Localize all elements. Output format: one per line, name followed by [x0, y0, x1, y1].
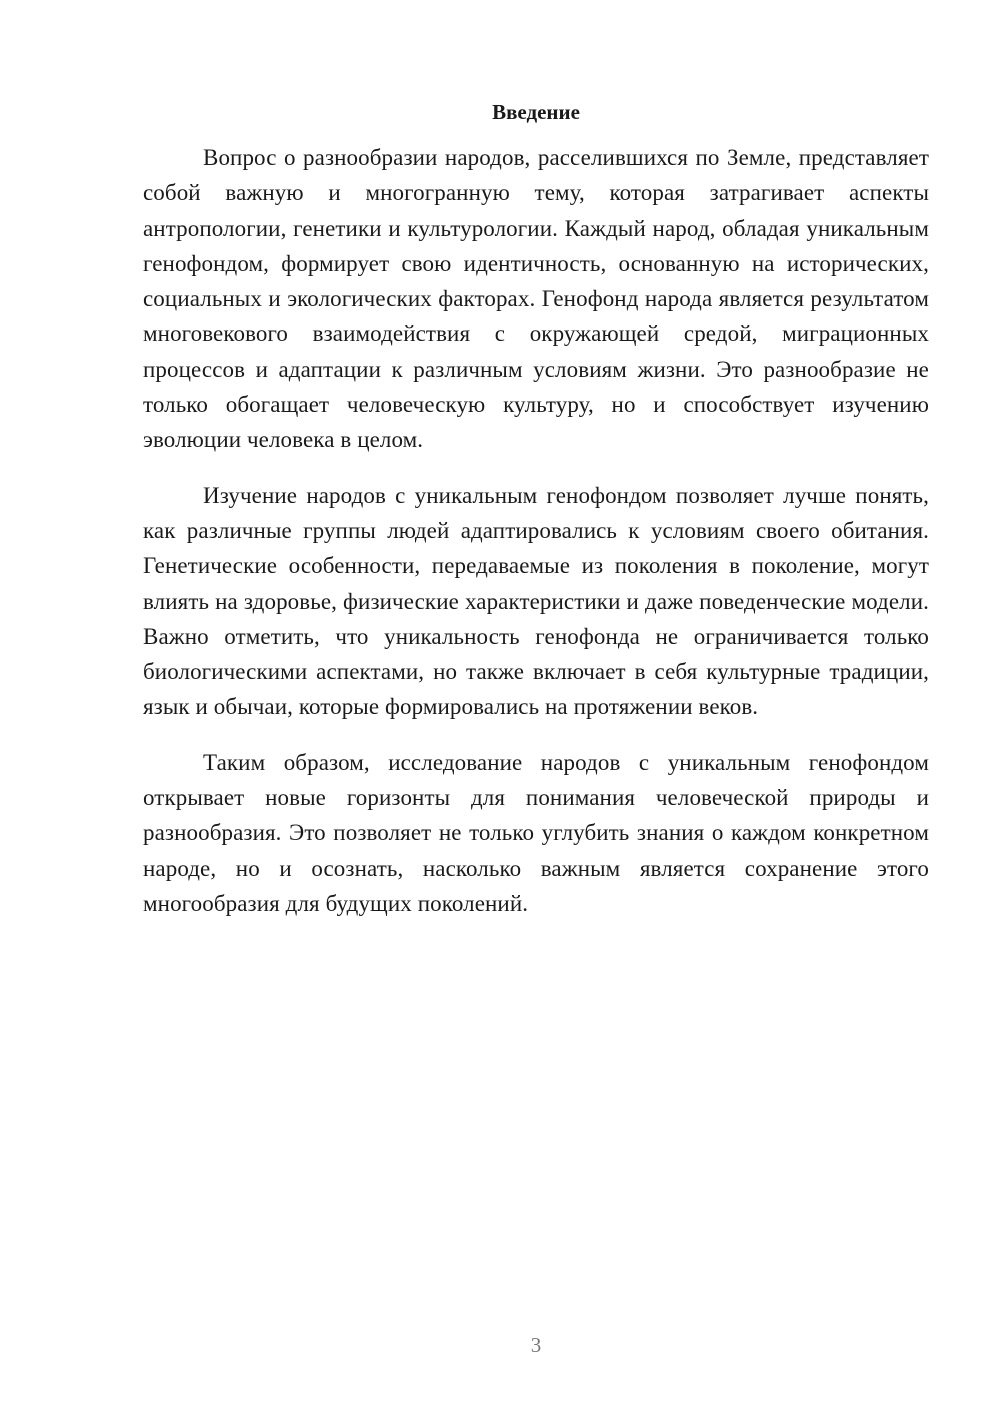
page-content — [143, 95, 929, 941]
page-number: 3 — [530, 1333, 542, 1357]
paragraph-1: Вопрос о разнообразии народов, расселившихся по Земле, представляет собой важную и многогранную тему, которая затрагивает аспекты антропологии, генетики и культурологии. Каждый народ, обладая уникальным генофондом, формирует свою идентичность, основанную на исторических, социальных и экологических факторах. Генофонд народа является результатом многовекового взаимодействия с окружающей средой, миграционных процессов и адаптации к различным условиям жизни. Это разнообразие не только обогащает человеческую культуру, но и способствует изучению эволюции человека в целом. — [143, 145, 929, 453]
section-heading: Введение — [492, 100, 580, 124]
paragraph-3: Таким образом, исследование народов с уникальным генофондом открывает новые горизонты для понимания человеческой природы и разнообразия. Это позволяет не только углубить знания о каждом конкретном народе, но и осознать, насколько важным является сохранение этого многообразия для будущих поколений. — [143, 749, 929, 916]
paragraph-2: Изучение народов с уникальным генофондом позволяет лучше понять, как различные группы людей адаптировались к условиям своего обитания. Генетические особенности, передаваемые из поколения в поколение, могут влиять на здоровье, физические характеристики и даже поведенческие модели. Важно отметить, что уникальность генофонда не ограничивается только биологическими аспектами, но также включает в себя культурные традиции, язык и обычаи, которые формировались на протяжении веков. — [143, 482, 929, 720]
